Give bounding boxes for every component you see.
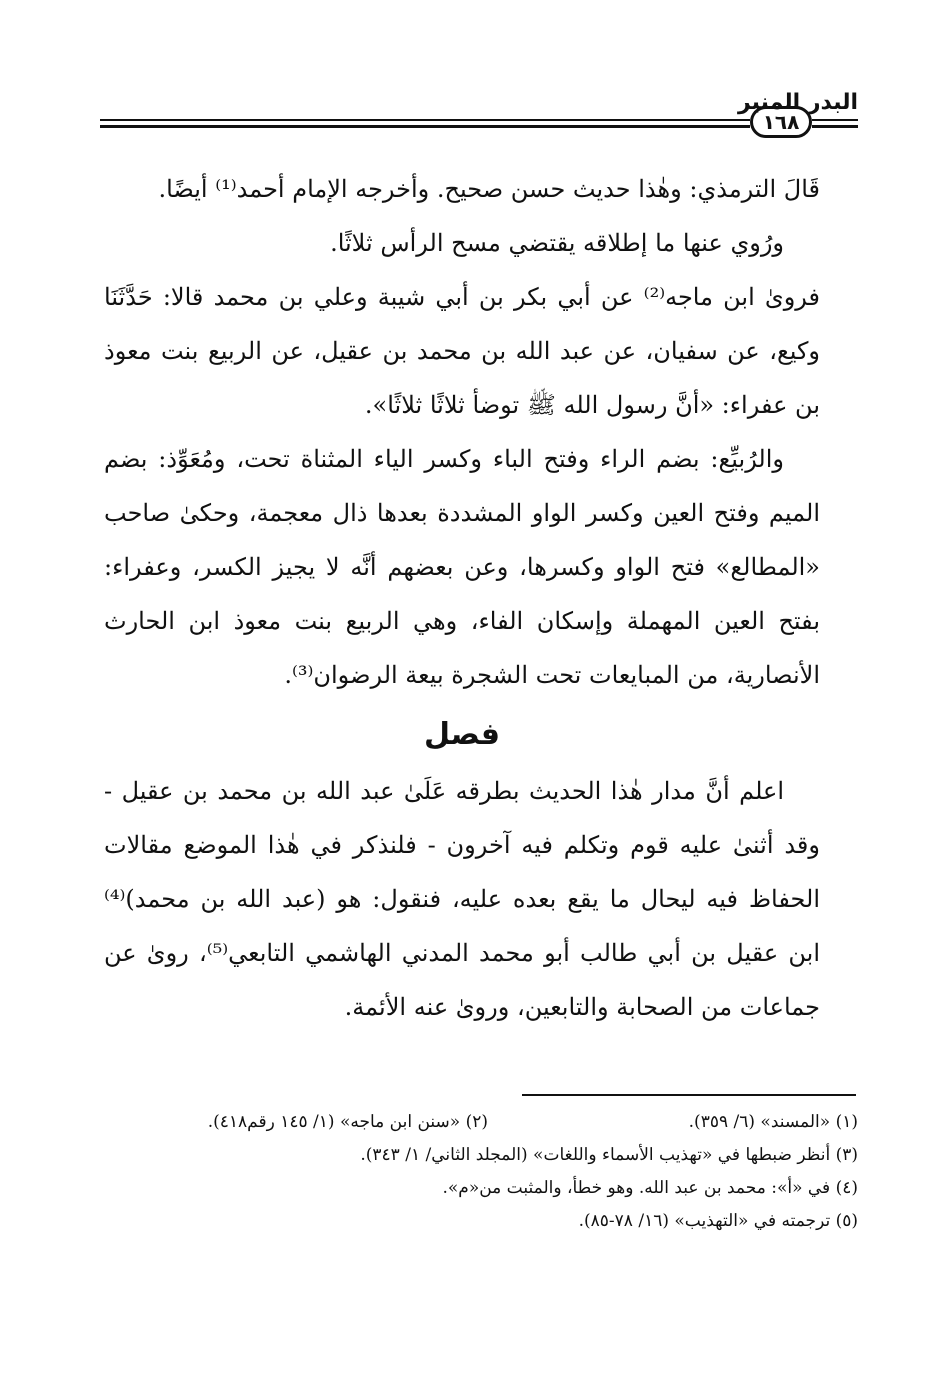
book-title: البدر المنير [737,90,858,115]
header-rule [812,125,858,128]
footnotes [104,1106,858,1238]
header-rule [100,119,750,121]
header-rule [812,119,858,121]
footnote: (٤) في «أ»: محمد بن عبد الله. وهو خطأ، والمثبت من«م». [442,1178,858,1198]
footnote-row [104,1106,858,1139]
paragraph: فروىٰ ابن ماجه⁽²⁾ عن أبي بكر بن أبي شيبة وعلي بن محمد قالا: حَدَّثَنَا وكيع، عن سفيان، عن عبد الله بن محمد بن عقيل، عن الربيع بنت معوذ بن عفراء: «أنَّ رسول الله ﷺ توضأ ثلاثًا ثلاثًا». [104,283,821,419]
footnote: (٢) «سنن ابن ماجه» (١/ ١٤٥ رقم٤١٨). [207,1112,488,1132]
paragraph: اعلم أنَّ مدار هٰذا الحديث بطرقه عَلَىٰ عبد الله بن محمد بن عقيل - وقد أثنىٰ عليه قوم وتكلم فيه آخرون - فلنذكر في هٰذا الموضع مقالات الحفاظ فيه ليحال ما يقع بعده عليه، فنقول: هو (عبد الله بن محمد)⁽⁴⁾ ابن عقيل بن أبي طالب أبو محمد المدني الهاشمي التابعي⁽⁵⁾، روىٰ عن جماعات من الصحابة والتابعين، وروىٰ عنه الأئمة. [104,777,820,1021]
paragraph: ورُوي عنها ما إطلاقه يقتضي مسح الرأس ثلاثًا. [330,229,784,257]
header-rule [100,125,750,128]
footnote: (٣) أنظر ضبطها في «تهذيب الأسماء واللغات» (المجلد الثاني/ ١/ ٣٤٣). [360,1145,858,1165]
running-header [100,84,858,144]
paragraph: قَالَ الترمذي: وهٰذا حديث حسن صحيح. وأخرجه الإمام أحمد⁽¹⁾ أيضًا. [158,175,820,203]
footnote: (١) «المسند» (٦/ ٣٥٩). [688,1112,858,1132]
section-heading: فصل [424,717,500,752]
footnote: (٥) ترجمته في «التهذيب» (١٦/ ٧٨-٨٥). [578,1211,858,1231]
page-number: ١٦٨ [750,106,812,138]
paragraph: والرُبيِّع: بضم الراء وفتح الباء وكسر الياء المثناة تحت، ومُعَوِّذ: بضم الميم وفتح العين وكسر الواو المشددة بعدها ذال معجمة، وحكىٰ صاحب «المطالع» فتح الواو وكسرها، وعن بعضهم أنَّه لا يجيز الكسر، وعفراء: بفتح العين المهملة وإسكان الفاء، وهي الربيع بنت معوذ ابن الحارث الأنصارية، من المبايعات تحت الشجرة بيعة الرضوان⁽³⁾. [104,445,820,689]
footnote-separator [522,1094,856,1096]
main-text [104,162,820,1034]
